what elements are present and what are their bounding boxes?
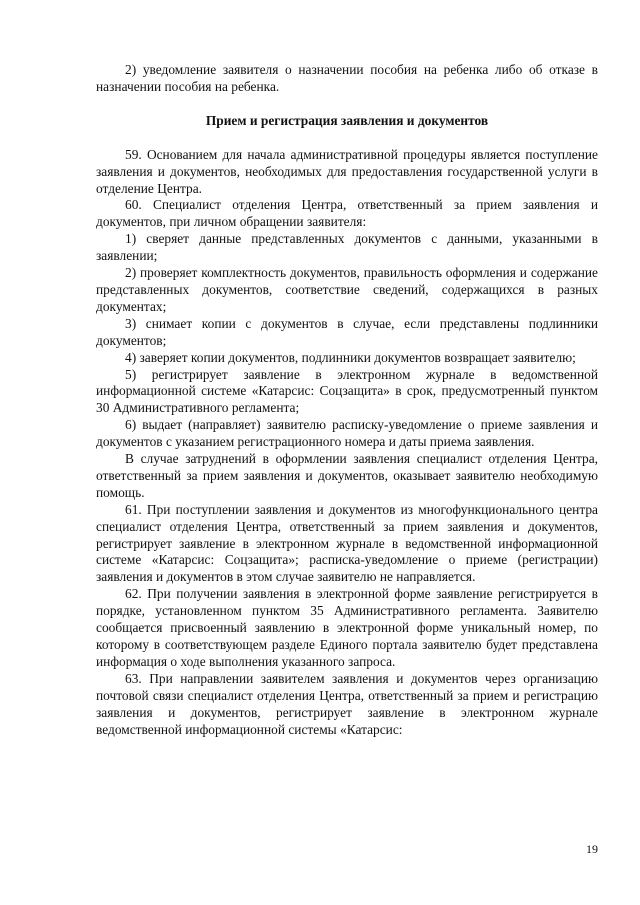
list-item-6: 6) выдает (направляет) заявителю расписку-уведомление о приеме заявления и документов с указанием регистрационного номера и даты приема заявления. <box>96 417 598 450</box>
paragraph-assistance: В случае затруднений в оформлении заявления специалист отделения Центра, ответственный за прием заявления и документов, оказывает заявителю необходимую помощь. <box>96 451 598 500</box>
list-item-2: 2) проверяет комплектность документов, правильность оформления и содержание представленных документов, соответствие сведений, содержащихся в разных документах; <box>96 265 598 314</box>
paragraph-59: 59. Основанием для начала административной процедуры является поступление заявления и документов, необходимых для предоставления государственной услуги в отделение Центра. <box>96 146 598 196</box>
list-item-4: 4) заверяет копии документов, подлинники документов возвращает заявителю; <box>125 349 576 365</box>
list-item-1: 1) сверяет данные представленных документов с данными, указанными в заявлении; <box>96 231 598 264</box>
section-heading: Прием и регистрация заявления и документов <box>205 112 489 128</box>
page-number: 19 <box>586 842 598 856</box>
paragraph-60: 60. Специалист отделения Центра, ответственный за прием заявления и документов, при личном обращении заявителя: <box>96 197 598 230</box>
paragraph-61: 61. При поступлении заявления и документов из многофункционального центра специалист отделения Центра, ответственный за прием заявления и документов, регистрирует заявление в электронном журнале в ведомственной информационной системе «Катарсис: Соцзащита»; расписка-уведомление о приеме (регистрации) заявления и документов в этом случае заявителю не направляется. <box>96 501 598 585</box>
paragraph-62: 62. При получении заявления в электронной форме заявление регистрируется в порядке, установленном пунктом 35 Административного регламента. Заявителю сообщается присвоенный заявлению в электронной форме уникальный номер, по которому в соответствующем разделе Единого портала заявителю будет представлена информация о ходе выполнения указанного запроса. <box>96 586 598 669</box>
list-item-5: 5) регистрирует заявление в электронном журнале в ведомственной информационной системе «Катарсис: Соцзащита» в срок, предусмотренный пунктом 30 Административного регламента; <box>96 366 598 416</box>
paragraph-63: 63. При направлении заявителем заявления и документов через организацию почтовой связи специалист отделения Центра, ответственный за прием и регистрацию заявления и документов, регистрирует заявление в электронном журнале ведомственной информационной системы «Катарсис: <box>96 670 598 737</box>
list-item-3: 3) снимает копии с документов в случае, если представлены подлинники документов; <box>96 315 598 348</box>
paragraph: 2) уведомление заявителя о назначении пособия на ребенка либо об отказе в назначении пособия на ребенка. <box>96 62 598 94</box>
